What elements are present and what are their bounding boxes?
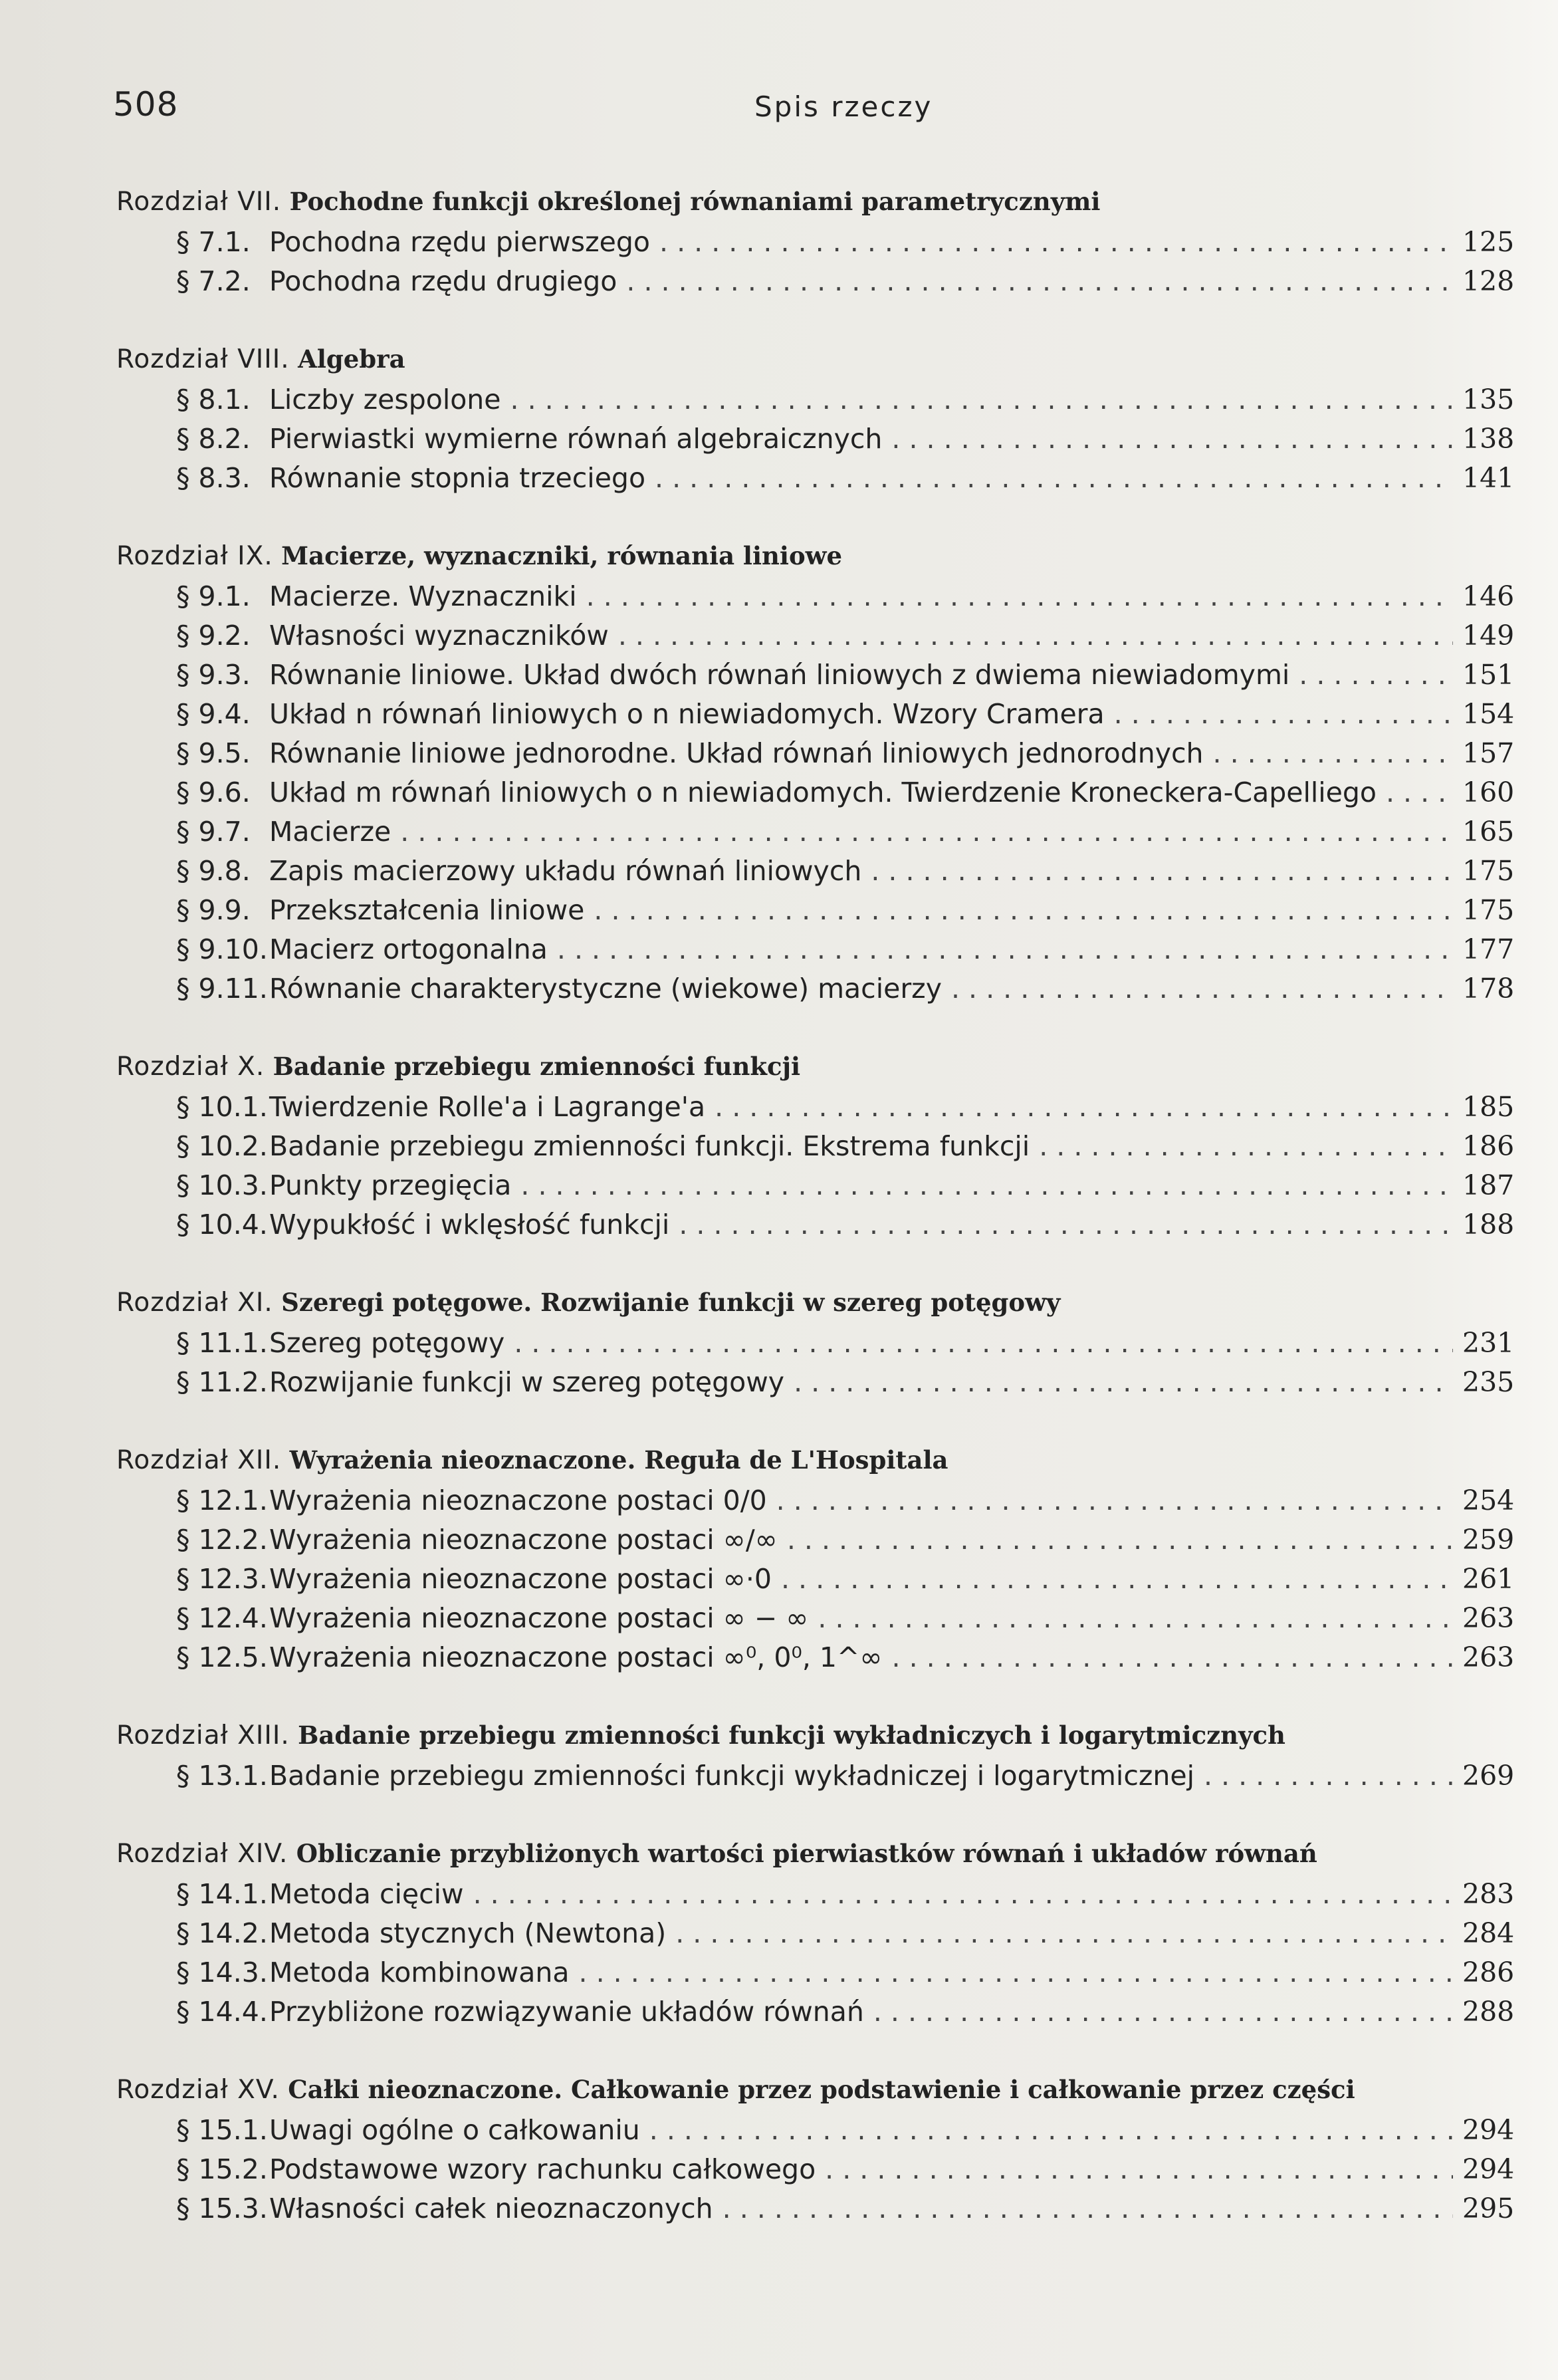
section-number: § 14.2. <box>176 1917 268 1949</box>
page-ref: 138 <box>1462 423 1515 455</box>
section-number: § 14.1. <box>176 1878 268 1910</box>
leader-dots <box>891 419 1453 459</box>
page-ref: 135 <box>1462 384 1515 416</box>
section-title: Wyrażenia nieoznaczone postaci ∞/∞ <box>269 1524 778 1556</box>
section-number: § 10.3. <box>176 1169 268 1201</box>
section-number: § 9.1. <box>176 580 251 612</box>
section-title: Macierze <box>269 816 391 848</box>
leader-dots <box>1204 1756 1453 1796</box>
toc-entry[interactable] <box>116 1914 1515 1953</box>
section-number: § 12.5. <box>176 1641 268 1673</box>
leader-dots <box>618 616 1453 655</box>
section-title: Własności całek nieoznaczonych <box>269 2193 713 2224</box>
section-title: Układ m równań liniowych o n niewiadomych. Twierdzenie Kroneckera-Capelliego <box>269 776 1377 808</box>
toc-entry[interactable] <box>116 459 1515 498</box>
page-ref: 177 <box>1462 933 1515 965</box>
section-title: Wypukłość i wklęsłość funkcji <box>269 1209 670 1241</box>
toc-entry[interactable] <box>116 1166 1515 1205</box>
chapter-name: Algebra <box>298 344 405 374</box>
page-ref: 178 <box>1462 973 1515 1005</box>
chapter-title <box>116 1282 1509 1324</box>
section-number: § 12.4. <box>176 1602 268 1634</box>
leader-dots <box>1299 655 1453 695</box>
section-number: § 14.4. <box>176 1996 268 2028</box>
leader-dots <box>787 1520 1453 1560</box>
section-number: § 10.1. <box>176 1091 268 1123</box>
toc-entry[interactable] <box>116 1756 1515 1796</box>
leader-dots <box>951 969 1453 1009</box>
page-ref: 187 <box>1462 1169 1515 1201</box>
leader-dots <box>794 1363 1453 1402</box>
page-ref: 294 <box>1462 2114 1515 2146</box>
chapter-title <box>116 535 1509 577</box>
toc-entry[interactable] <box>116 2150 1515 2189</box>
section-title: Uwagi ogólne o całkowaniu <box>269 2114 640 2146</box>
section-title: Wyrażenia nieoznaczone postaci ∞⁰, 0⁰, 1^∞ <box>269 1641 883 1673</box>
section-number: § 9.4. <box>176 698 251 730</box>
page-ref: 294 <box>1462 2153 1515 2185</box>
section-title: Rozwijanie funkcji w szereg potęgowy <box>269 1366 785 1398</box>
leader-dots <box>1386 773 1453 812</box>
section-title: Podstawowe wzory rachunku całkowego <box>269 2153 816 2185</box>
section-title: Badanie przebiegu zmienności funkcji wykładniczej i logarytmicznej <box>269 1760 1194 1792</box>
page-ref: 128 <box>1462 265 1515 297</box>
section-number: § 15.3. <box>176 2193 268 2224</box>
section-title: Układ n równań liniowych o n niewiadomych. Wzory Cramera <box>269 698 1105 730</box>
chapter-name: Obliczanie przybliżonych wartości pierwiastków równań i układów równań <box>296 1839 1317 1868</box>
toc-entry[interactable] <box>116 2189 1515 2228</box>
toc-entry[interactable] <box>116 1992 1515 2032</box>
toc-entry[interactable] <box>116 1520 1515 1560</box>
chapter-label: Rozdział IX. <box>116 541 273 571</box>
toc-entry[interactable] <box>116 852 1515 891</box>
leader-dots <box>473 1875 1453 1914</box>
page-ref: 231 <box>1462 1327 1515 1359</box>
leader-dots <box>626 262 1453 301</box>
section-number: § 15.1. <box>176 2114 268 2146</box>
section-title: Wyrażenia nieoznaczone postaci ∞ − ∞ <box>269 1602 809 1634</box>
toc-entry[interactable] <box>116 577 1515 616</box>
leader-dots <box>659 223 1453 262</box>
section-title: Pochodna rzędu pierwszego <box>269 226 651 258</box>
section-title: Macierz ortogonalna <box>269 933 548 965</box>
section-number: § 9.7. <box>176 816 251 848</box>
section-title: Przekształcenia liniowe <box>269 894 585 926</box>
page-ref: 125 <box>1462 226 1515 258</box>
section-number: § 9.8. <box>176 855 251 887</box>
page-ref: 185 <box>1462 1091 1515 1123</box>
section-number: § 9.6. <box>176 776 251 808</box>
page-ref: 151 <box>1462 659 1515 691</box>
chapter-section <box>116 1439 1515 1677</box>
leader-dots <box>649 2111 1453 2150</box>
chapter-title <box>116 181 1509 223</box>
toc-entry[interactable] <box>116 1599 1515 1638</box>
leader-dots <box>781 1560 1453 1599</box>
running-head: Spis rzeczy <box>754 90 933 123</box>
page-ref: 254 <box>1462 1485 1515 1516</box>
page-ref: 188 <box>1462 1209 1515 1241</box>
section-title: Metoda kombinowana <box>269 1957 570 1988</box>
chapter-section <box>116 338 1515 498</box>
section-title: Równanie charakterystyczne (wiekowe) macierzy <box>269 973 942 1005</box>
section-title: Pierwiastki wymierne równań algebraicznych <box>269 423 883 455</box>
chapter-title <box>116 1833 1509 1875</box>
page-ref: 154 <box>1462 698 1515 730</box>
leader-dots <box>514 1324 1453 1363</box>
chapter-label: Rozdział XI. <box>116 1288 273 1318</box>
page-header <box>113 85 1509 138</box>
page-ref: 146 <box>1462 580 1515 612</box>
toc-entry[interactable] <box>116 734 1515 773</box>
section-title: Metoda cięciw <box>269 1878 464 1910</box>
page-ref: 160 <box>1462 776 1515 808</box>
section-number: § 9.2. <box>176 620 251 652</box>
section-number: § 12.2. <box>176 1524 268 1556</box>
leader-dots <box>594 891 1453 930</box>
section-number: § 10.4. <box>176 1209 268 1241</box>
chapter-title <box>116 1046 1509 1088</box>
chapter-title <box>116 1715 1509 1756</box>
chapter-name: Pochodne funkcji określonej równaniami parametrycznymi <box>289 187 1101 216</box>
section-title: Równanie stopnia trzeciego <box>269 462 646 494</box>
section-number: § 10.2. <box>176 1130 268 1162</box>
leader-dots <box>871 852 1453 891</box>
toc-entry[interactable] <box>116 1481 1515 1520</box>
section-title: Metoda stycznych (Newtona) <box>269 1917 667 1949</box>
leader-dots <box>510 380 1453 419</box>
leader-dots <box>818 1599 1453 1638</box>
page-ref: 165 <box>1462 816 1515 848</box>
leader-dots <box>679 1205 1453 1245</box>
leader-dots <box>557 930 1453 969</box>
page-ref: 284 <box>1462 1917 1515 1949</box>
toc-entry[interactable] <box>116 891 1515 930</box>
section-title: Liczby zespolone <box>269 384 501 416</box>
page-ref: 295 <box>1462 2193 1515 2224</box>
page-ref: 157 <box>1462 737 1515 769</box>
page-ref: 149 <box>1462 620 1515 652</box>
section-title: Pochodna rzędu drugiego <box>269 265 617 297</box>
leader-dots <box>586 577 1453 616</box>
chapter-label: Rozdział XV. <box>116 2075 280 2105</box>
section-title: Badanie przebiegu zmienności funkcji. Ekstrema funkcji <box>269 1130 1030 1162</box>
leader-dots <box>715 1088 1453 1127</box>
toc-entry[interactable] <box>116 616 1515 655</box>
page-ref: 263 <box>1462 1602 1515 1634</box>
page-ref: 175 <box>1462 894 1515 926</box>
toc-entry[interactable] <box>116 930 1515 969</box>
section-number: § 12.3. <box>176 1563 268 1595</box>
section-number: § 9.9. <box>176 894 251 926</box>
toc-entry[interactable] <box>116 695 1515 734</box>
section-number: § 8.1. <box>176 384 251 416</box>
section-title: Równanie liniowe. Układ dwóch równań liniowych z dwiema niewiadomymi <box>269 659 1290 691</box>
chapter-name: Macierze, wyznaczniki, równania liniowe <box>281 541 843 570</box>
chapter-name: Badanie przebiegu zmienności funkcji wykładniczych i logarytmicznych <box>298 1721 1285 1750</box>
leader-dots <box>1114 695 1453 734</box>
chapter-section <box>116 1833 1515 2032</box>
leader-dots <box>520 1166 1453 1205</box>
section-number: § 7.1. <box>176 226 251 258</box>
section-title: Zapis macierzowy układu równań liniowych <box>269 855 862 887</box>
section-title: Punkty przegięcia <box>269 1169 512 1201</box>
chapter-label: Rozdział XIII. <box>116 1721 290 1750</box>
toc-entry[interactable] <box>116 655 1515 695</box>
section-number: § 8.3. <box>176 462 251 494</box>
leader-dots <box>1039 1127 1453 1166</box>
toc-entry[interactable] <box>116 223 1515 262</box>
chapter-section <box>116 1046 1515 1245</box>
section-number: § 15.2. <box>176 2153 268 2185</box>
page-ref: 259 <box>1462 1524 1515 1556</box>
section-number: § 8.2. <box>176 423 251 455</box>
leader-dots <box>825 2150 1453 2189</box>
leader-dots <box>579 1953 1453 1992</box>
page-ref: 186 <box>1462 1130 1515 1162</box>
chapter-label: Rozdział XIV. <box>116 1839 288 1869</box>
section-number: § 9.5. <box>176 737 251 769</box>
page-ref: 261 <box>1462 1563 1515 1595</box>
toc-entry[interactable] <box>116 262 1515 301</box>
toc-entry[interactable] <box>116 773 1515 812</box>
toc-entry[interactable] <box>116 1324 1515 1363</box>
section-number: § 9.3. <box>176 659 251 691</box>
leader-dots <box>675 1914 1453 1953</box>
leader-dots <box>1213 734 1453 773</box>
chapter-title <box>116 2069 1509 2111</box>
toc-entry[interactable] <box>116 1127 1515 1166</box>
page-ref: 269 <box>1462 1760 1515 1792</box>
chapter-name: Badanie przebiegu zmienności funkcji <box>273 1052 801 1081</box>
chapter-section <box>116 535 1515 1009</box>
page-ref: 263 <box>1462 1641 1515 1673</box>
toc-entry[interactable] <box>116 969 1515 1009</box>
chapter-name: Szeregi potęgowe. Rozwijanie funkcji w szereg potęgowy <box>281 1288 1061 1317</box>
chapter-name: Całki nieoznaczone. Całkowanie przez podstawienie i całkowanie przez części <box>288 2075 1355 2104</box>
toc-entry[interactable] <box>116 2111 1515 2150</box>
section-title: Własności wyznaczników <box>269 620 609 652</box>
chapter-name: Wyrażenia nieoznaczone. Reguła de L'Hospitala <box>289 1445 948 1475</box>
page-number: 508 <box>113 85 179 124</box>
section-number: § 14.3. <box>176 1957 268 1988</box>
toc-entry[interactable] <box>116 1875 1515 1914</box>
section-title: Macierze. Wyznaczniki <box>269 580 577 612</box>
section-number: § 11.1. <box>176 1327 268 1359</box>
chapter-section <box>116 1282 1515 1402</box>
table-of-contents <box>116 181 1515 2266</box>
section-number: § 12.1. <box>176 1485 268 1516</box>
chapter-section <box>116 181 1515 301</box>
toc-entry[interactable] <box>116 1363 1515 1402</box>
section-number: § 9.11. <box>176 973 268 1005</box>
toc-entry[interactable] <box>116 1638 1515 1677</box>
chapter-label: Rozdział X. <box>116 1052 265 1082</box>
leader-dots <box>892 1638 1453 1677</box>
page-ref: 141 <box>1462 462 1515 494</box>
section-number: § 13.1. <box>176 1760 268 1792</box>
page-ref: 286 <box>1462 1957 1515 1988</box>
page-ref: 175 <box>1462 855 1515 887</box>
section-number: § 7.2. <box>176 265 251 297</box>
leader-dots <box>723 2189 1453 2228</box>
chapter-label: Rozdział VIII. <box>116 344 290 374</box>
section-title: Twierdzenie Rolle'a i Lagrange'a <box>269 1091 706 1123</box>
page-ref: 235 <box>1462 1366 1515 1398</box>
chapter-label: Rozdział XII. <box>116 1445 282 1475</box>
chapter-label: Rozdział VII. <box>116 187 282 217</box>
leader-dots <box>400 812 1453 852</box>
page-ref: 283 <box>1462 1878 1515 1910</box>
chapter-title <box>116 1439 1509 1481</box>
section-number: § 9.10. <box>176 933 268 965</box>
leader-dots <box>776 1481 1453 1520</box>
leader-dots <box>655 459 1453 498</box>
page-ref: 288 <box>1462 1996 1515 2028</box>
toc-entry[interactable] <box>116 1560 1515 1599</box>
toc-entry[interactable] <box>116 1953 1515 1992</box>
section-number: § 11.2. <box>176 1366 268 1398</box>
section-title: Wyrażenia nieoznaczone postaci ∞·0 <box>269 1563 772 1595</box>
section-title: Równanie liniowe jednorodne. Układ równań liniowych jednorodnych <box>269 737 1204 769</box>
section-title: Wyrażenia nieoznaczone postaci 0/0 <box>269 1485 767 1516</box>
section-title: Przybliżone rozwiązywanie układów równań <box>269 1996 864 2028</box>
toc-entry[interactable] <box>116 380 1515 419</box>
section-title: Szereg potęgowy <box>269 1327 505 1359</box>
chapter-section <box>116 1715 1515 1796</box>
chapter-title <box>116 338 1509 380</box>
toc-entry[interactable] <box>116 419 1515 459</box>
toc-entry[interactable] <box>116 1205 1515 1245</box>
toc-entry[interactable] <box>116 812 1515 852</box>
toc-entry[interactable] <box>116 1088 1515 1127</box>
leader-dots <box>873 1992 1453 2032</box>
chapter-section <box>116 2069 1515 2228</box>
